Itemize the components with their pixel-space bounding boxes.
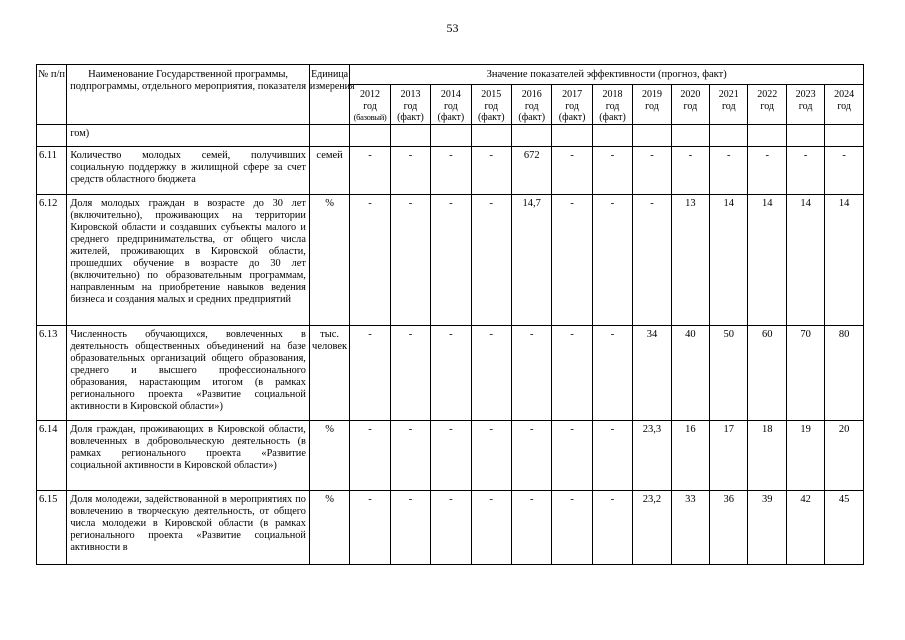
row-name: Доля граждан, проживающих в Кировской области, вовлеченных в добровольческую деятельность (в рамках регионального проекта «Развитие социальной активности в Кировской области»): [67, 420, 310, 490]
row-value-2019: 23,2: [633, 490, 671, 564]
empty-cell: [350, 124, 390, 146]
header-year-year: 2013: [400, 89, 421, 100]
row-value-2024: -: [825, 146, 864, 194]
header-year-word: год: [524, 100, 539, 112]
empty-cell: [471, 124, 511, 146]
row-value-2024: 80: [825, 325, 864, 420]
row-value-2017: -: [552, 420, 592, 490]
header-year-word: год: [484, 100, 499, 112]
row-value-2015: -: [471, 194, 511, 325]
table-row: [37, 325, 864, 420]
row-unit: %: [309, 420, 349, 490]
row-value-2014: -: [431, 490, 471, 564]
row-value-2020: 40: [671, 325, 709, 420]
header-year-2014: [431, 85, 471, 125]
header-year-2021: [710, 85, 748, 125]
table-row: [37, 490, 864, 564]
row-number: 6.12: [37, 194, 67, 325]
row-value-2022: 39: [748, 490, 786, 564]
header-year-2012: [350, 85, 390, 125]
header-year-year: 2017: [562, 89, 583, 100]
header-year-note: (факт): [599, 112, 626, 123]
row-value-2015: -: [471, 146, 511, 194]
table-header-row: [37, 65, 864, 85]
row-value-2016: 672: [512, 146, 552, 194]
row-unit: %: [309, 490, 349, 564]
row-value-2014: -: [431, 325, 471, 420]
row-value-2012: -: [350, 490, 390, 564]
header-year-year: 2018: [602, 89, 623, 100]
row-value-2018: -: [592, 420, 632, 490]
header-year-2016: [512, 85, 552, 125]
row-value-2022: 60: [748, 325, 786, 420]
empty-cell: [390, 124, 430, 146]
row-value-2021: 14: [710, 194, 748, 325]
row-name: Доля молодых граждан в возрасте до 30 лет (включительно), проживающих на территории Кировской области и создавших субъекты малого и среднего предпринимательства, от общего числа жителей, проживающих в Кировской области, прошедших обучение в возрасте до 30 лет (включительно) по образовательным программам, направленным на приобретение навыков ведения бизнеса и создания малых и средних предприятий: [67, 194, 310, 325]
table-row: [37, 146, 864, 194]
row-value-2018: -: [592, 194, 632, 325]
header-values-group: Значение показателей эффективности (прогноз, факт): [350, 65, 864, 85]
row-value-2014: -: [431, 420, 471, 490]
row-value-2020: 16: [671, 420, 709, 490]
header-year-2020: [671, 85, 709, 125]
row-num-cell: [37, 124, 67, 146]
indicators-table: [36, 64, 864, 565]
header-year-word: год: [721, 100, 736, 112]
header-year-word: год: [403, 100, 418, 112]
row-value-2023: 70: [786, 325, 824, 420]
row-value-2019: 23,3: [633, 420, 671, 490]
header-year-note: (факт): [397, 112, 424, 123]
row-value-2015: -: [471, 325, 511, 420]
header-year-word: год: [605, 100, 620, 112]
header-year-word: год: [645, 100, 659, 112]
row-value-2012: -: [350, 325, 390, 420]
row-value-2021: -: [710, 146, 748, 194]
header-year-2017: [552, 85, 592, 125]
header-year-word: год: [683, 100, 698, 112]
row-value-2018: -: [592, 325, 632, 420]
row-value-2016: -: [512, 325, 552, 420]
row-value-2018: -: [592, 490, 632, 564]
header-unit: Единица измерения: [309, 65, 349, 125]
header-name: Наименование Государственной программы, подпрограммы, отдельного мероприятия, показателя: [67, 65, 310, 125]
header-year-note: (факт): [558, 112, 586, 123]
row-name: Численность обучающихся, вовлеченных в деятельность общественных объединений на базе образовательных организаций общего образования, среднего и высшего профессионального образования, нарастающим итогом (в рамках регионального проекта «Развитие социальной активности в Кировской области»): [67, 325, 310, 420]
table-row: [37, 420, 864, 490]
row-number: 6.14: [37, 420, 67, 490]
row-value-2015: -: [471, 490, 511, 564]
header-year-year: 2020: [680, 89, 701, 100]
header-year-word: год: [798, 100, 813, 112]
header-year-2019: [633, 85, 671, 125]
header-year-year: 2022: [757, 89, 778, 100]
header-year-word: год: [837, 100, 851, 112]
row-unit: тыс. человек: [309, 325, 349, 420]
row-value-2016: 14,7: [512, 194, 552, 325]
page-number: 53: [446, 21, 459, 35]
row-value-2016: -: [512, 490, 552, 564]
row-value-2014: -: [431, 194, 471, 325]
empty-cell: [592, 124, 632, 146]
row-value-2023: 14: [786, 194, 824, 325]
table-row: [37, 194, 864, 325]
row-name: Количество молодых семей, получивших социальную поддержку в жилищной сфере за счет средств областного бюджета: [67, 146, 310, 194]
row-value-2024: 20: [825, 420, 864, 490]
row-value-2017: -: [552, 146, 592, 194]
row-value-2022: 18: [748, 420, 786, 490]
header-year-2015: [471, 85, 511, 125]
row-value-2024: 14: [825, 194, 864, 325]
row-value-2023: 19: [786, 420, 824, 490]
header-year-2018: [592, 85, 632, 125]
empty-cell: [512, 124, 552, 146]
row-value-2020: 13: [671, 194, 709, 325]
row-number: 6.11: [37, 146, 67, 194]
row-value-2021: 36: [710, 490, 748, 564]
row-value-2013: -: [390, 194, 430, 325]
header-year-note: (факт): [437, 112, 465, 123]
row-name: Доля молодежи, задействованной в мероприятиях по вовлечению в творческую деятельность, от общего числа молодежи в Кировской области (в рамках регионального проекта «Развитие социальной активности в: [67, 490, 310, 564]
empty-cell: [552, 124, 592, 146]
header-year-2023: [786, 85, 824, 125]
row-value-2022: 14: [748, 194, 786, 325]
row-value-2016: -: [512, 420, 552, 490]
row-value-2013: -: [390, 490, 430, 564]
row-number: 6.15: [37, 490, 67, 564]
row-value-2015: -: [471, 420, 511, 490]
header-year-year: 2014: [440, 89, 461, 100]
header-year-word: год: [444, 100, 458, 112]
header-year-year: 2019: [641, 89, 662, 100]
header-year-year: 2015: [481, 89, 502, 100]
row-unit: семей: [309, 146, 349, 194]
row-value-2020: -: [671, 146, 709, 194]
header-year-word: год: [760, 100, 775, 112]
row-value-2013: -: [390, 325, 430, 420]
header-year-year: 2023: [795, 89, 816, 100]
header-year-note: (базовый): [353, 112, 387, 122]
row-value-2014: -: [431, 146, 471, 194]
row-value-2019: -: [633, 194, 671, 325]
row-value-2021: 17: [710, 420, 748, 490]
row-value-2012: -: [350, 146, 390, 194]
row-value-2022: -: [748, 146, 786, 194]
header-year-note: (факт): [477, 112, 505, 123]
row-value-2017: -: [552, 194, 592, 325]
row-value-2023: 42: [786, 490, 824, 564]
row-value-2013: -: [390, 146, 430, 194]
header-year-year: 2012: [360, 89, 381, 100]
empty-cell: [431, 124, 471, 146]
empty-cell: [671, 124, 709, 146]
header-year-2022: [748, 85, 786, 125]
header-year-word: год: [565, 100, 579, 112]
row-value-2020: 33: [671, 490, 709, 564]
empty-cell: [825, 124, 864, 146]
header-year-note: (факт): [518, 112, 546, 123]
empty-cell: [633, 124, 671, 146]
empty-cell: [710, 124, 748, 146]
row-value-2018: -: [592, 146, 632, 194]
row-value-2017: -: [552, 490, 592, 564]
row-value-2019: -: [633, 146, 671, 194]
row-value-2019: 34: [633, 325, 671, 420]
row-value-2013: -: [390, 420, 430, 490]
row-value-2024: 45: [825, 490, 864, 564]
row-value-2017: -: [552, 325, 592, 420]
row-unit: %: [309, 194, 349, 325]
empty-cell: [748, 124, 786, 146]
header-year-2013: [390, 85, 430, 125]
table-row-continuation: [37, 124, 864, 146]
row-value-2021: 50: [710, 325, 748, 420]
header-year-year: 2016: [521, 89, 542, 100]
continuation-text: гом): [67, 124, 310, 146]
header-year-year: 2024: [834, 89, 855, 100]
row-value-2012: -: [350, 420, 390, 490]
row-value-2012: -: [350, 194, 390, 325]
header-year-year: 2021: [718, 89, 739, 100]
row-number: 6.13: [37, 325, 67, 420]
header-year-word: год: [363, 100, 377, 112]
empty-cell: [786, 124, 824, 146]
empty-cell: [309, 124, 349, 146]
header-year-2024: [825, 85, 864, 125]
header-num: № п/п: [37, 65, 67, 125]
row-value-2023: -: [786, 146, 824, 194]
